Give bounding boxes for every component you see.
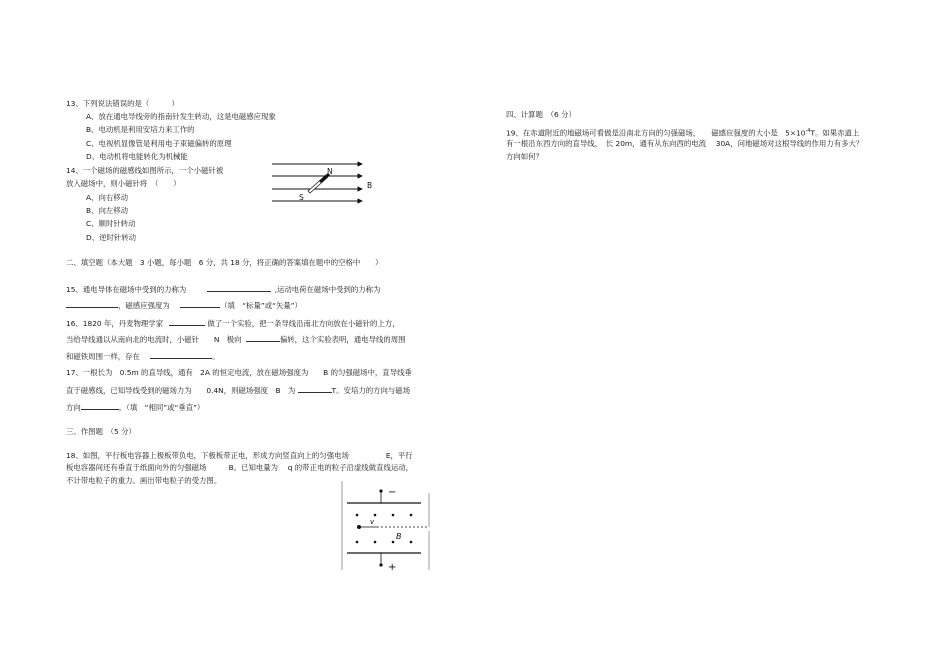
q19-line3: 方向如何？ <box>506 152 543 161</box>
q15-blank-1[interactable] <box>207 283 271 292</box>
bottom-plate-charge: + <box>388 562 397 573</box>
top-plate-charge: − <box>388 487 397 498</box>
q19-text-1b: T。如果赤道上 <box>810 128 860 138</box>
q16-text-3b: 。 <box>212 352 220 361</box>
magnetic-field-dots <box>356 514 413 544</box>
q17-text-3a: 方向 <box>66 403 81 412</box>
q17-text-3b: 。（填 “相同”或“垂直”） <box>118 403 205 412</box>
q16-text-2a: 当给导线通以从南向北的电流时，小磁针 N 极向 <box>66 335 242 344</box>
q19-line1 <box>506 126 859 138</box>
q13-option-c: C、电视机显像管是利用电子束磁偏转的原理 <box>86 139 232 148</box>
q14-stem-line2: 放入磁场中，则小磁针将 （ ） <box>66 179 181 188</box>
q15-text-2a: ，磁感应强度为 <box>118 301 170 310</box>
q16-line1 <box>66 317 400 329</box>
velocity-label: v <box>370 518 375 526</box>
section-2-heading: 二、填空题（本大题 3 小题，每小题 6 分，共 18 分，将正确的答案填在题中的空格中 ） <box>66 258 383 267</box>
q14-field-figure <box>270 158 380 208</box>
q14-option-c: C、顺时针转动 <box>86 219 136 228</box>
section-3-heading: 三、作图题 （5 分） <box>66 427 136 436</box>
q15-line1 <box>66 283 380 295</box>
q17-line1: 17、一根长为 0.5m 的直导线，通有 2A 的恒定电流，放在磁场强度为 B 的匀强磁场中，直导线垂 <box>66 368 412 377</box>
q13-option-a: A、放在通电导线旁的指南针发生转动，这是电磁感应现象 <box>86 112 276 121</box>
q14-stem-line1: 14、一个磁场的磁感线如图所示，一个小磁针被 <box>66 166 224 175</box>
field-label: B <box>367 181 373 190</box>
q13-option-b: B、电动机是利用安培力来工作的 <box>86 125 195 134</box>
q19-line2: 有一根沿东西方向的直导线， 长 20m，通有从东向西的电流 30A，问地磁场对这根导线的作用力有多大？ <box>506 139 864 148</box>
q17-blank-1[interactable] <box>298 384 332 393</box>
magnetic-field-label: B <box>396 532 402 541</box>
q15-blank-2[interactable] <box>66 299 118 308</box>
q18-line3: 不计带电粒子的重力。画出带电粒子的受力图。 <box>66 476 222 485</box>
q17-line3 <box>66 401 204 413</box>
q16-blank-3[interactable] <box>150 350 212 359</box>
q16-text-1a: 16、1820 年，丹麦物理学家 <box>66 319 164 328</box>
q13-stem: 13、下列说法错误的是（ ） <box>66 99 179 108</box>
q14-option-b: B、向左移动 <box>86 206 129 215</box>
q16-line2 <box>66 333 406 345</box>
south-pole-label: S <box>299 193 304 202</box>
q16-text-1b: 做了一个实验，把一条导线沿南北方向放在小磁针的上方， <box>207 319 400 328</box>
q17-blank-2[interactable] <box>81 401 119 410</box>
q18-line1: 18、如图，平行板电容器上极板带负电，下极板带正电，形成方向竖直向上的匀强电场 E，平行 <box>66 451 413 460</box>
q14-option-a: A、向右移动 <box>86 193 129 202</box>
north-pole-label: N <box>327 167 333 176</box>
q19-exponent: -4 <box>805 128 811 134</box>
q17-text-2b: T。安培力的方向与磁场 <box>331 386 411 395</box>
q14-option-d: D、逆时针转动 <box>86 233 137 242</box>
q16-text-3a: 和磁铁周围一样，存在 <box>66 352 140 361</box>
q15-text-2b: （填 “标量”或“矢量”） <box>220 301 302 310</box>
section-4-heading: 四、计算题 （6 分） <box>506 110 576 119</box>
q16-text-2b: 偏转，这个实验表明，通电导线的周围 <box>279 335 406 344</box>
q17-text-2a: 直于磁感线，已知导线受到的磁场力为 0.4N，则磁场强度 B 为 <box>66 386 296 395</box>
q16-line3 <box>66 350 220 362</box>
q18-line2: 板电容器间还有垂直于纸面向外的匀强磁场 B。已知电量为 q 的带正电的粒子沿虚线做直线运动， <box>66 463 414 472</box>
q18-capacitor-figure <box>341 481 433 571</box>
q15-text-1a: 15、通电导体在磁场中受到的力称为 <box>66 285 187 294</box>
q15-text-1b: ,运动电荷在磁场中受到的力称为 <box>274 285 381 294</box>
top-terminal <box>379 489 382 492</box>
q15-line2 <box>66 299 302 311</box>
q16-blank-2[interactable] <box>246 333 280 342</box>
q15-blank-3[interactable] <box>180 299 220 308</box>
bottom-terminal <box>379 563 382 566</box>
q13-option-d: D、电动机将电能转化为机械能 <box>86 152 188 161</box>
q19-text-1a: 19、在赤道附近的地磁场可看做是沿南北方向的匀强磁场， 磁感应强度的大小是 5×10 <box>506 128 806 138</box>
q16-blank-1[interactable] <box>169 317 205 326</box>
q17-line2 <box>66 384 410 396</box>
